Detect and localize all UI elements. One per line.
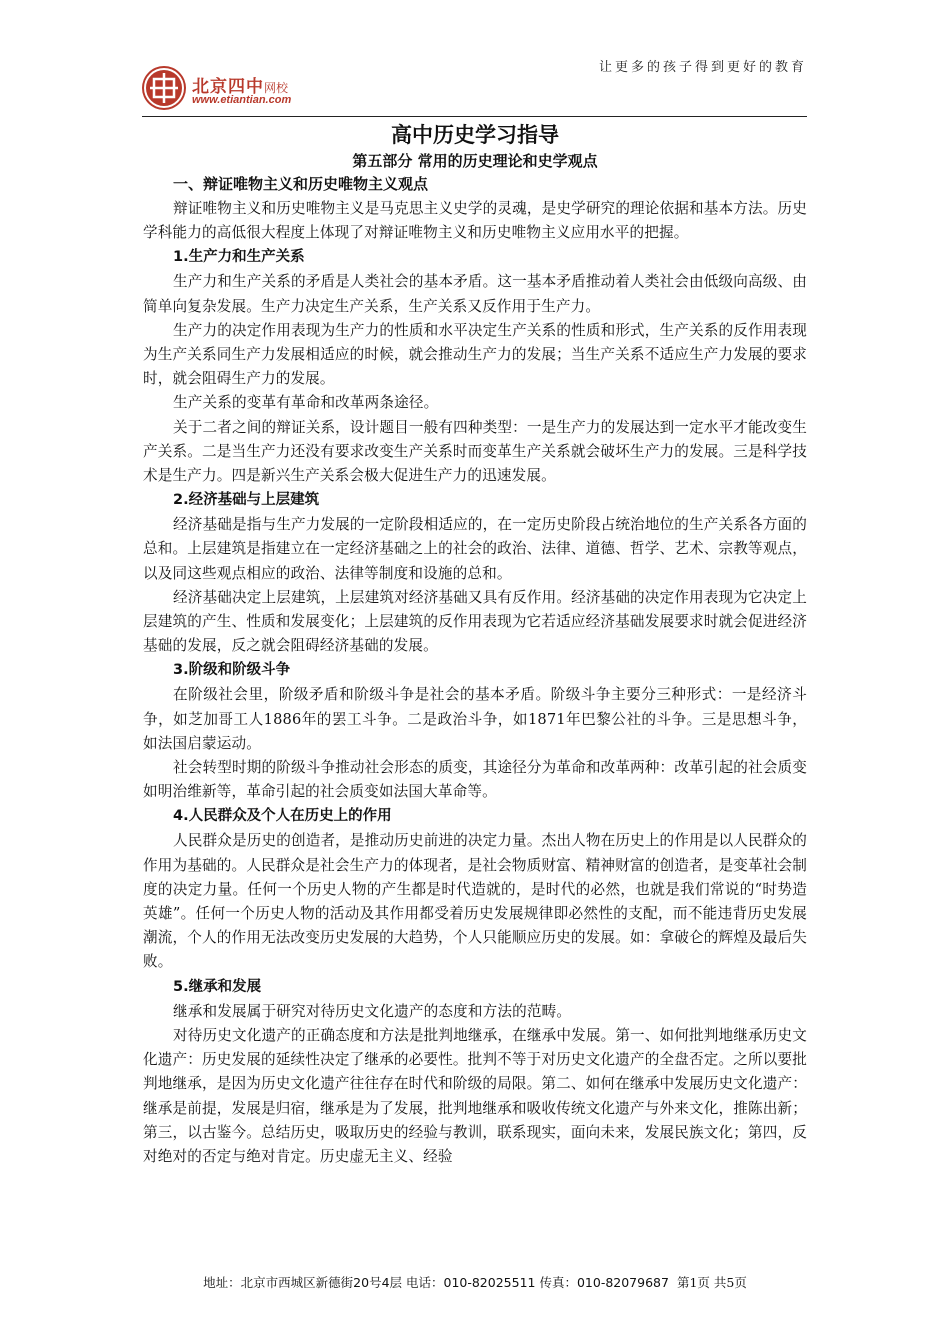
logo-suffix: 网校 (264, 81, 289, 95)
paragraph: 对待历史文化遗产的正确态度和方法是批判地继承，在继承中发展。第一、如何批判地继承历史文化遗产：历史发展的延续性决定了继承的必要性。批判不等于对历史文化遗产的全盘否定。之所以要批判地继承，是因为历史文化遗产往往存在时代和阶级的局限。第二、如何在继承中发展历史文化遗产：继承是前提，发展是归宿，继承是为了发展，批判地继承和吸收传统文化遗产与外来文化，推陈出新；第三，以古鉴今。总结历史，吸取历史的经验与教训，联系现实，面向未来，发展民族文化；第四，反对绝对的否定与绝对肯定。历史虚无主义、经验 (143, 1026, 807, 1165)
header-slogan: 让更多的孩子得到更好的教育 (598, 60, 807, 75)
paragraph: 生产力和生产关系的矛盾是人类社会的基本矛盾。这一基本矛盾推动着人类社会由低级向高级、由简单向复杂发展。生产力决定生产关系，生产关系又反作用于生产力。 (143, 273, 807, 315)
paragraph: 社会转型时期的阶级斗争推动社会形态的质变，其途径分为革命和改革两种：改革引起的社会质变如明治维新等，革命引起的社会质变如法国大革命等。 (143, 759, 807, 801)
document-subtitle: 第五部分 常用的历史理论和史学观点 (352, 152, 598, 170)
paragraph: 生产力的决定作用表现为生产力的性质和水平决定生产关系的性质和形式，生产关系的反作用表现为生产关系同生产力发展相适应的时候，就会推动生产力的发展；当生产关系不适应生产力发展的要求时，就会阻碍生产力的发展。 (143, 321, 807, 388)
header-divider (142, 116, 807, 117)
subsection-heading: 1.生产力和生产关系 (173, 249, 305, 266)
subsection-heading: 4.人民群众及个人在历史上的作用 (173, 808, 392, 825)
paragraph: 经济基础是指与生产力发展的一定阶段相适应的，在一定历史阶段占统治地位的生产关系各方面的总和。上层建筑是指建立在一定经济基础之上的社会的政治、法律、道德、哲学、艺术、宗教等观点，以及同这些观点相应的政治、法律等制度和设施的总和。 (143, 516, 807, 582)
school-logo-icon (142, 66, 186, 110)
footer-address: 地址：北京市西城区新德街20号4层 电话：010-82025511 传真：010-82079687 (203, 1275, 669, 1290)
paragraph: 继承和发展属于研究对待历史文化遗产的态度和方法的范畴。 (173, 1002, 572, 1020)
paragraph: 生产关系的变革有革命和改革两条途径。 (173, 394, 439, 412)
subsection-heading: 3.阶级和阶级斗争 (173, 662, 291, 679)
paragraph: 辩证唯物主义和历史唯物主义是马克思主义史学的灵魂，是史学研究的理论依据和基本方法。历史学科能力的高低很大程度上体现了对辩证唯物主义和历史唯物主义应用水平的把握。 (143, 200, 807, 242)
page-footer (143, 1273, 807, 1291)
paragraph: 经济基础决定上层建筑，上层建筑对经济基础又具有反作用。经济基础的决定作用表现为它决定上层建筑的产生、性质和发展变化；上层建筑的反作用表现为它若适应经济基础发展要求时就会促进经济基础的发展，反之就会阻碍经济基础的发展。 (143, 588, 807, 655)
document-title: 高中历史学习指导 (391, 123, 559, 147)
paragraph: 人民群众是历史的创造者，是推动历史前进的决定力量。杰出人物在历史上的作用是以人民群众的作用为基础的。人民群众是社会生产力的体现者，是社会物质财富、精神财富的创造者，是变革社会制度的决定力量。任何一个历史人物的产生都是时代造就的，是时代的必然，也就是我们常说的“时势造英雄”。任何一个历史人物的活动及其作用都受着历史发展规律即必然性的支配，而不能违背历史发展潮流，个人的作用无法改变历史发展的大趋势，个人只能顺应历史的发展。如：拿破仑的辉煌及最后失败。 (143, 832, 807, 971)
paragraph: 在阶级社会里，阶级矛盾和阶级斗争是社会的基本矛盾。阶级斗争主要分三种形式：一是经济斗争，如芝加哥工人1886年的罢工斗争。二是政治斗争，如1871年巴黎公社的斗争。三是思想斗争，如法国启蒙运动。 (143, 686, 807, 752)
logo-name-text: 北京四中 (192, 77, 264, 97)
subsection-heading: 2.经济基础与上层建筑 (173, 492, 320, 509)
page-number: 第1页 共5页 (676, 1275, 747, 1290)
document-body (143, 120, 807, 1169)
page-header (142, 56, 807, 116)
section-heading: 一、辩证唯物主义和历史唯物主义观点 (173, 175, 429, 193)
logo-url: www.etiantian.com (192, 94, 292, 106)
subsection-heading: 5.继承和发展 (173, 978, 262, 995)
paragraph: 关于二者之间的辩证关系，设计题目一般有四种类型：一是生产力的发展达到一定水平才能改变生产关系。二是当生产力还没有要求改变生产关系时而变革生产关系就会破坏生产力的发展。三是科学技术是生产力。四是新兴生产关系会极大促进生产力的迅速发展。 (143, 418, 807, 485)
